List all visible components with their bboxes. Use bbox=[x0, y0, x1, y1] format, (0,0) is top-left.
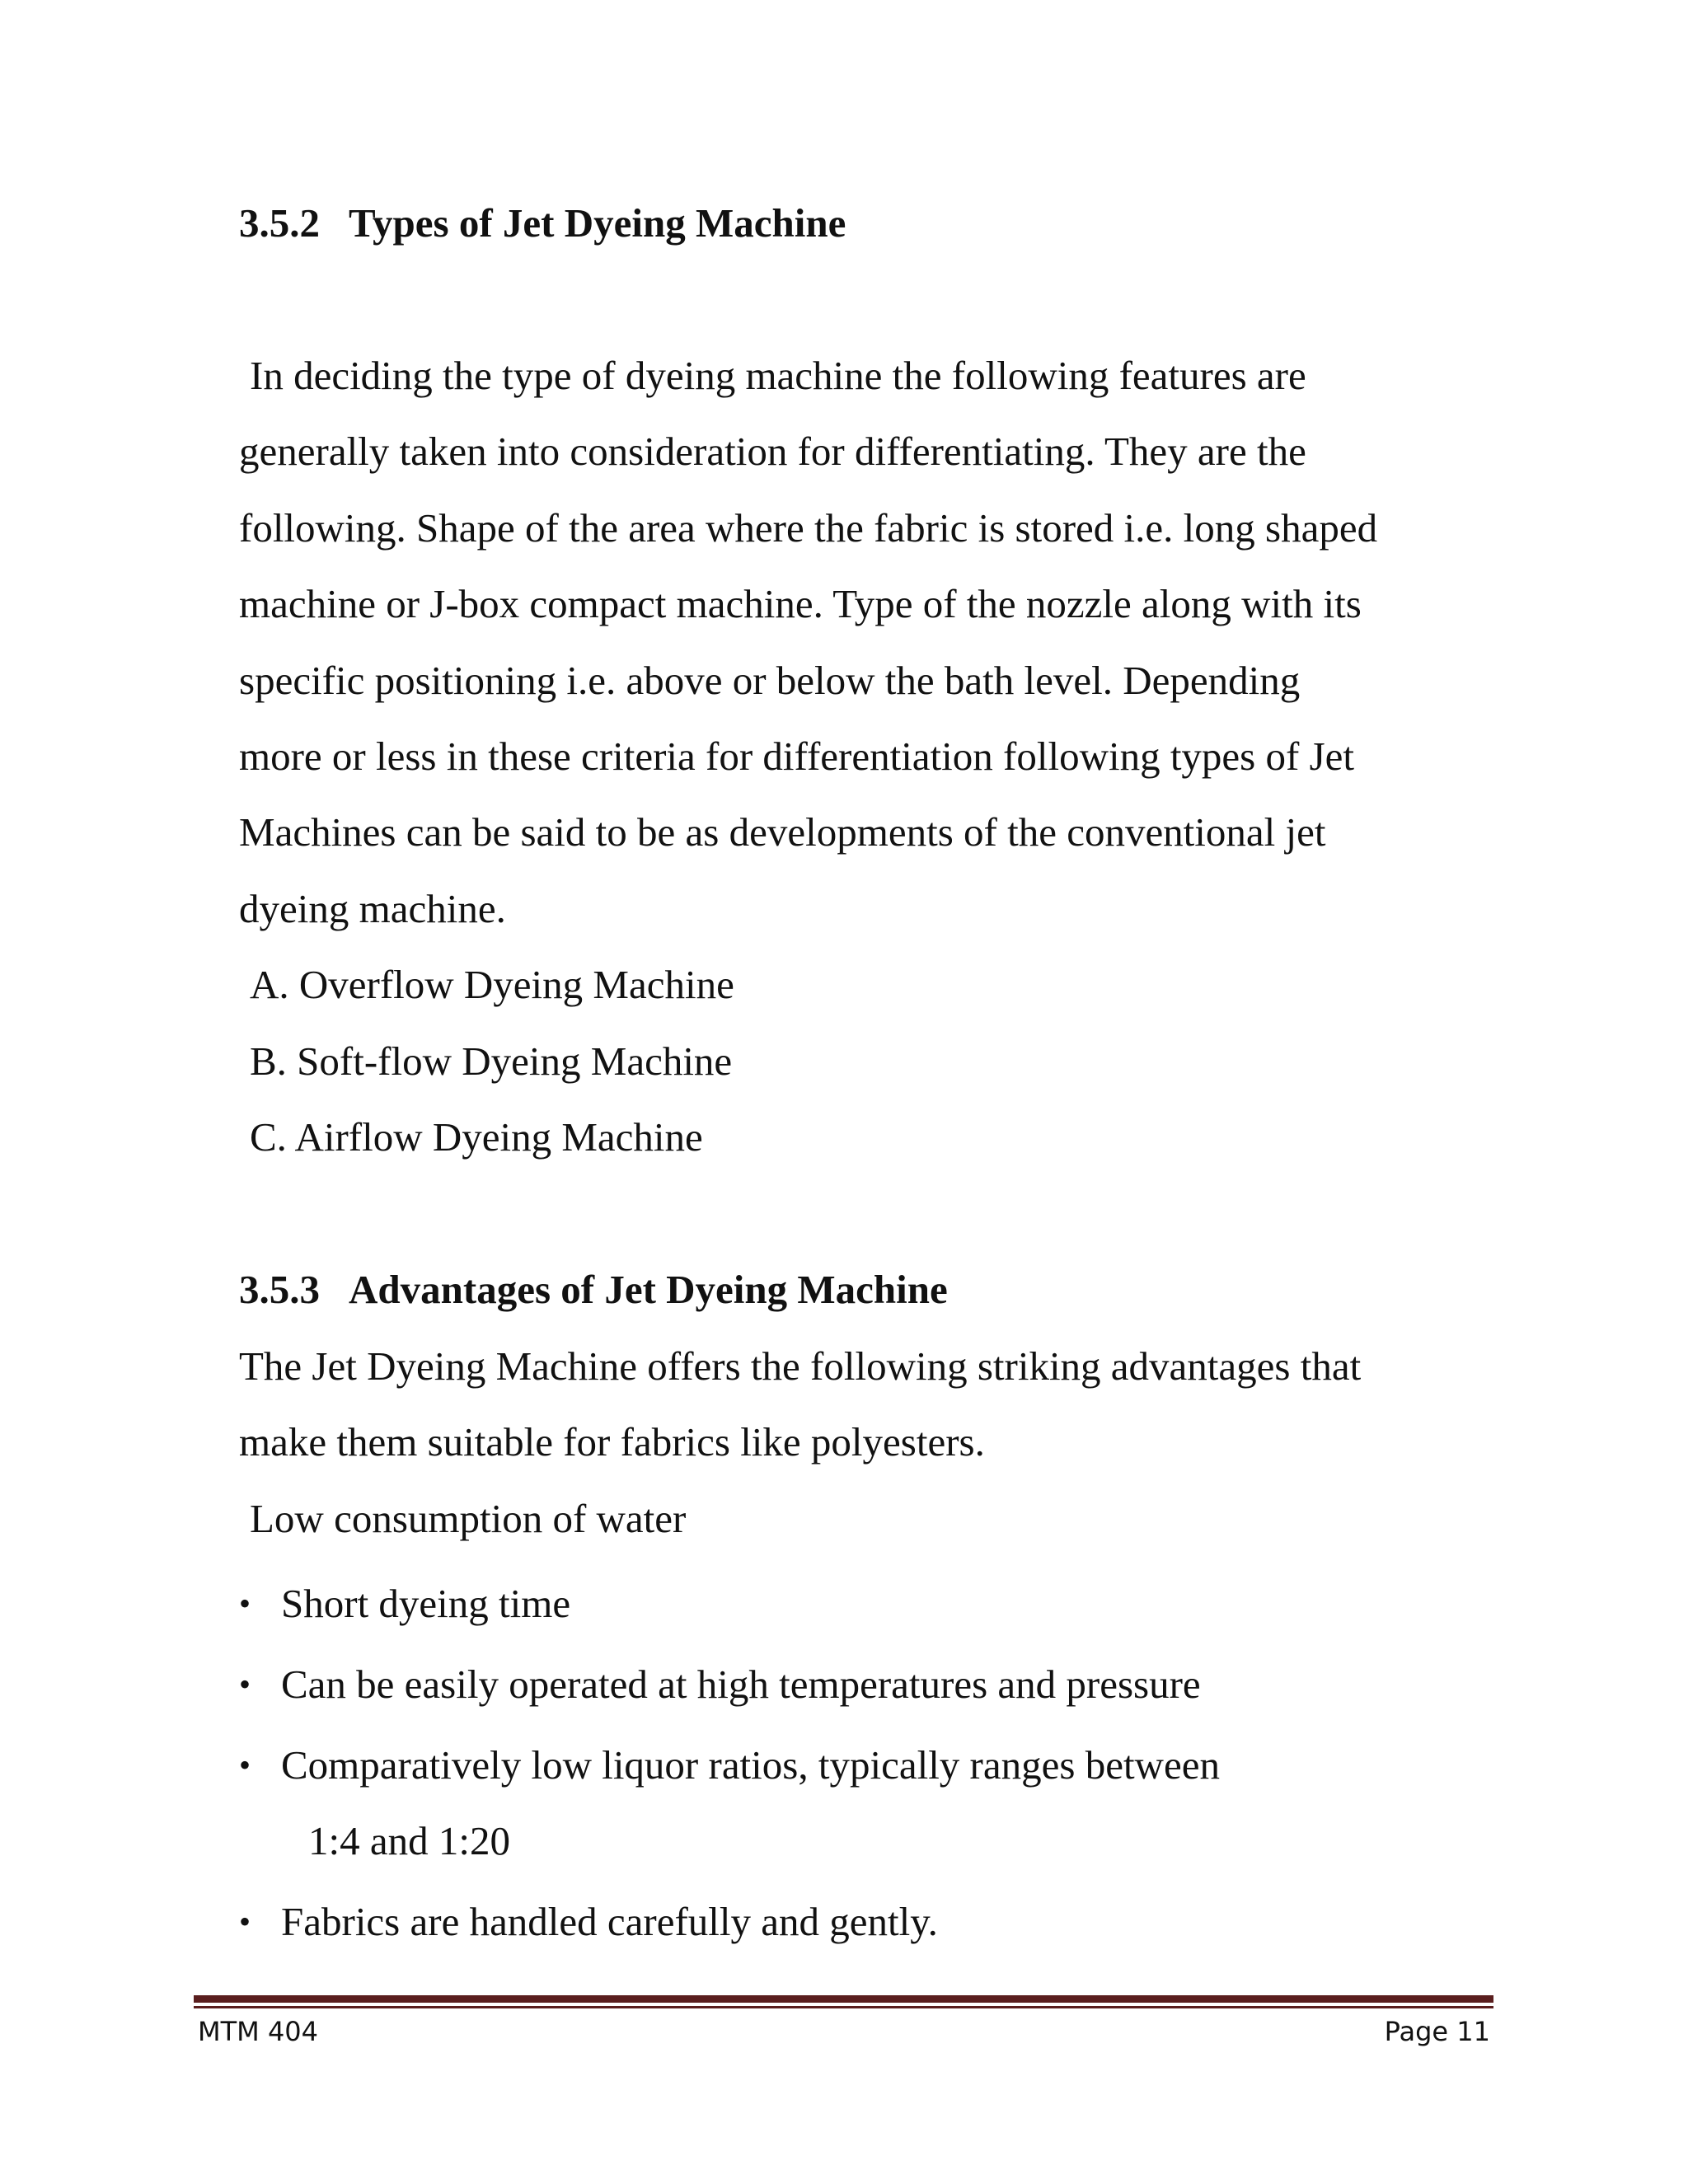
section-title: Advantages of Jet Dyeing Machine bbox=[349, 1267, 948, 1312]
paragraph-line: generally taken into consideration for differentiating. They are the bbox=[239, 429, 1306, 475]
bullet-icon: • bbox=[239, 1585, 251, 1622]
bullet-item bbox=[239, 1884, 1525, 1960]
bullet-text: Can be easily operated at high temperatures and pressure bbox=[281, 1661, 1201, 1707]
section-number: 3.5.2 bbox=[239, 200, 320, 246]
paragraph-line: make them suitable for fabrics like polyesters. bbox=[239, 1419, 985, 1465]
paragraph-line: machine or J-box compact machine. Type of the nozzle along with its bbox=[239, 581, 1362, 627]
paragraph-line: more or less in these criteria for differentiation following types of Jet bbox=[239, 733, 1355, 780]
bullet-continuation: 1:4 and 1:20 bbox=[308, 1818, 510, 1863]
advantages-intro bbox=[239, 1329, 1508, 1557]
section-title: Types of Jet Dyeing Machine bbox=[349, 200, 846, 246]
type-list-item: A. Overflow Dyeing Machine bbox=[250, 962, 734, 1008]
type-list-item: B. Soft-flow Dyeing Machine bbox=[250, 1038, 733, 1084]
footer-rule-thick bbox=[194, 1995, 1493, 2003]
paragraph-line: dyeing machine. bbox=[239, 885, 506, 931]
paragraph-line: specific positioning i.e. above or below the bath level. Depending bbox=[239, 657, 1301, 703]
bullet-icon: • bbox=[239, 1903, 251, 1940]
type-list-item: C. Airflow Dyeing Machine bbox=[250, 1114, 703, 1160]
bullet-item bbox=[239, 1647, 1525, 1722]
paragraph-line: The Jet Dyeing Machine offers the following striking advantages that bbox=[239, 1343, 1362, 1389]
bullet-item bbox=[239, 1566, 1525, 1642]
bullet-item bbox=[239, 1727, 1525, 1879]
types-paragraph bbox=[239, 338, 1508, 1175]
section-number: 3.5.3 bbox=[239, 1267, 320, 1312]
section-heading-types bbox=[239, 199, 846, 248]
footer-page-number: Page 11 bbox=[1384, 2016, 1490, 2047]
bullet-text: Comparatively low liquor ratios, typically ranges between bbox=[281, 1742, 1220, 1788]
footer-rule-thin bbox=[194, 2006, 1493, 2008]
paragraph-line: In deciding the type of dyeing machine the following features are bbox=[250, 353, 1306, 398]
paragraph-line: Machines can be said to be as developments of the conventional jet bbox=[239, 809, 1326, 855]
bullet-text: Short dyeing time bbox=[281, 1581, 571, 1626]
bullet-icon: • bbox=[239, 1746, 251, 1783]
bullet-text: Fabrics are handled carefully and gently. bbox=[281, 1899, 938, 1944]
footer-course-code: MTM 404 bbox=[198, 2016, 319, 2047]
advantages-bullet-list bbox=[239, 1566, 1525, 1965]
paragraph-line: following. Shape of the area where the fabric is stored i.e. long shaped bbox=[239, 504, 1378, 551]
section-heading-advantages bbox=[239, 1265, 948, 1315]
advantage-plain-item: Low consumption of water bbox=[250, 1495, 687, 1541]
bullet-icon: • bbox=[239, 1666, 251, 1703]
